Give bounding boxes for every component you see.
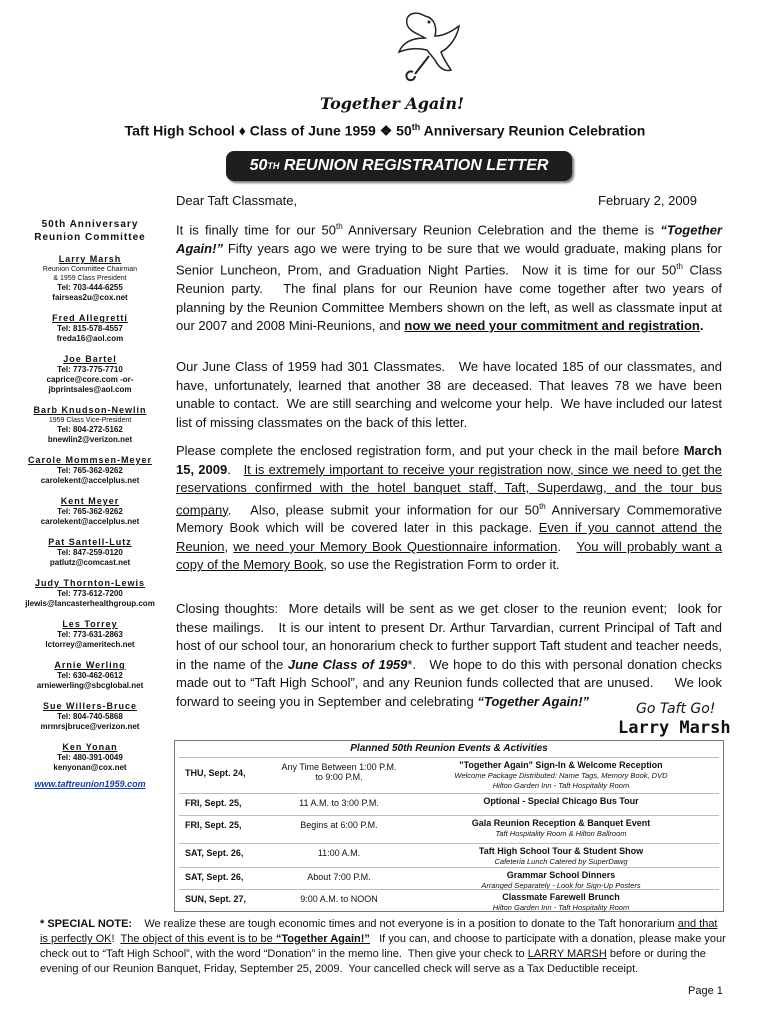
event-time: 11 A.M. to 3:00 P.M. — [299, 798, 379, 808]
event-time: About 7:00 P.M. — [307, 872, 371, 882]
event-day: FRI, Sept. 25, — [185, 820, 242, 830]
committee-member — [20, 404, 160, 445]
committee-member — [20, 659, 160, 691]
committee-member — [20, 741, 160, 773]
event-row — [179, 793, 719, 816]
paragraph-4: Closing thoughts: More details will be sent as we get closer to the reunion event; look for these mailings. It is our intent to present Dr. Arthur Tarvardian, current Principal of Taft and host of our school tour, an honorarium check to further support Taft student and teacher needs, in the name of the June Class of 1959*. We hope to do this with personal donation checks made out to “Taft High School”, and any Reunion funds collected that are unused. We look forward to seeing you in September and celebrating “Together Again!” — [176, 601, 722, 709]
member-email: bnewlin2@verizon.net — [47, 435, 133, 444]
sidebar-title-2: Reunion Committee — [34, 232, 146, 243]
event-time: Any Time Between 1:00 P.M. to 9:00 P.M. — [281, 762, 397, 782]
website-link[interactable]: www.taftreunion1959.com — [34, 779, 146, 789]
member-phone: Tel: 773-775-7710 — [57, 365, 123, 374]
member-email: jlewis@lancasterhealthgroup.com — [25, 599, 155, 608]
page-header: Taft High School ♦ Class of June 1959 ❖ 50th Anniversary Reunion Celebration — [124, 122, 646, 139]
committee-member — [20, 700, 160, 732]
committee-member — [20, 495, 160, 527]
member-role: 1959 Class Vice-President — [48, 417, 132, 424]
member-phone: Tel: 765-362-9262 — [57, 466, 123, 475]
greeting: Dear Taft Classmate, — [176, 193, 298, 208]
member-name: Kent Meyer — [60, 496, 120, 506]
event-detail: Taft Hospitality Room & Hilton Ballroom — [495, 829, 627, 838]
member-name: Barb Knudson-Newlin — [33, 405, 147, 415]
event-day: SUN, Sept. 27, — [185, 894, 247, 904]
member-role: & 1959 Class President — [53, 275, 127, 282]
member-phone: Tel: 765-362-9262 — [57, 507, 123, 516]
event-detail: Cafeteria Lunch Catered by SuperDawg — [494, 857, 628, 866]
event-name: Classmate Farewell Brunch — [502, 892, 620, 902]
event-name: Grammar School Dinners — [506, 870, 616, 880]
member-name: Les Torrey — [62, 619, 118, 629]
event-detail: Welcome Package Distributed: Name Tags, Memory Book, DVD — [454, 771, 668, 780]
paragraph-1: It is finally time for our 50th Anniversary Reunion Celebration and the theme is “Together Again!” Fifty years ago we were trying to be sure that we would graduate, making plans for Senior Luncheon, Prom, and Graduation Night Parties. Now it is time for our 50th Class Reunion party. The final plans for our Reunion have come together after two years of planning by the Reunion Committee Members shown on the left, as well as classmate input at our 2007 and 2008 Mini-Reunions, and now we need your commitment and registration. — [176, 222, 723, 334]
member-email: arniewerling@sbcglobal.net — [36, 681, 144, 690]
event-row — [179, 757, 719, 794]
event-day: FRI, Sept. 25, — [185, 798, 242, 808]
committee-member — [20, 454, 160, 486]
member-name: Joe Bartel — [63, 354, 117, 364]
member-phone: Tel: 773-612-7200 — [57, 589, 123, 598]
event-name: "Together Again" Sign-In & Welcome Reception — [459, 760, 663, 770]
tagline: Together Again! — [320, 94, 465, 113]
committee-member — [20, 353, 160, 395]
signature-name: Larry Marsh — [618, 718, 731, 738]
event-row — [179, 889, 719, 911]
member-email: lctorrey@ameritech.net — [45, 640, 135, 649]
special-note: * SPECIAL NOTE: We realize these are tough economic times and not everyone is in a position to donate to the Taft honorarium and that is perfectly OK! The object of this event is to be “Together Again!” If you can, and choose to participate with a donation, please make your check out to “Taft High School”, with the word “Donation” in the memo line. Then give your check to LARRY MARSH before or during the evening of our Reunion Banquet, Friday, September 25, 2009. Your cancelled check will serve as a Tax Deductible receipt. — [40, 918, 726, 975]
committee-member — [20, 618, 160, 650]
member-phone: Tel: 804-272-5162 — [57, 425, 123, 434]
event-day: SAT, Sept. 26, — [185, 848, 244, 858]
member-email: carolekent@accelplus.net — [40, 476, 140, 485]
member-phone: Tel: 630-462-0612 — [57, 671, 123, 680]
event-detail: Hilton Garden Inn - Taft Hospitality Room — [492, 903, 630, 912]
event-name: Gala Reunion Reception & Banquet Event — [471, 818, 651, 828]
event-name: Taft High School Tour & Student Show — [478, 846, 644, 856]
member-phone: Tel: 815-578-4557 — [57, 324, 123, 333]
member-phone: Tel: 480-391-0049 — [57, 753, 123, 762]
page-number: Page 1 — [688, 985, 723, 997]
event-row — [179, 867, 719, 890]
member-email: freda16@aol.com — [56, 334, 124, 343]
member-email: fairseas2u@cox.net — [52, 293, 128, 302]
event-time: 9:00 A.M. to NOON — [300, 894, 378, 904]
member-phone: Tel: 703-444-6255 — [57, 283, 123, 292]
paragraph-3: Please complete the enclosed registration form, and put your check in the mail before March 15, 2009. It is extremely important to receive your registration now, since we need to get the reservations confirmed with the hotel banquet staff, Taft, Superdawg, and the tour bus company. Also, please submit your information for our 50th Anniversary Commemorative Memory Book which will be covered later in this package. Even if you cannot attend the Reunion, we need your Memory Book Questionnaire information. You will probably want a copy of the Memory Book, so use the Registration Form to order it. — [176, 443, 723, 573]
signature-line-1: Go Taft Go! — [636, 701, 716, 717]
committee-member — [20, 312, 160, 344]
member-email: carolekent@accelplus.net — [40, 517, 140, 526]
committee-member — [20, 536, 160, 568]
eagle-holding-key-icon — [385, 8, 475, 88]
member-name: Larry Marsh — [58, 254, 122, 264]
member-name: Fred Allegretti — [52, 313, 128, 323]
member-name: Ken Yonan — [62, 742, 118, 752]
member-name: Arnie Werling — [54, 660, 126, 670]
member-email: patlutz@comcast.net — [49, 558, 131, 567]
member-role: Reunion Committee Chairman — [42, 266, 138, 273]
event-time: 11:00 A.M. — [317, 848, 361, 858]
event-detail: Hilton Garden Inn - Taft Hospitality Room — [492, 781, 630, 790]
committee-member — [20, 253, 160, 303]
member-phone: Tel: 804-740-5868 — [57, 712, 123, 721]
event-time: Begins at 6:00 P.M. — [300, 820, 378, 830]
event-day: SAT, Sept. 26, — [185, 872, 244, 882]
event-day: THU, Sept. 24, — [185, 768, 246, 778]
committee-sidebar — [20, 218, 160, 789]
event-row — [179, 815, 719, 844]
member-name: Judy Thornton-Lewis — [35, 578, 145, 588]
events-title: Planned 50th Reunion Events & Activities — [350, 743, 548, 754]
event-row — [179, 843, 719, 868]
member-name: Pat Santell-Lutz — [48, 537, 132, 547]
member-email: kenyonan@cox.net — [53, 763, 127, 772]
member-email: mrmrsjbruce@verizon.net — [40, 722, 140, 731]
committee-member — [20, 577, 160, 609]
events-schedule-table — [174, 740, 724, 912]
member-email: caprice@core.com -or- — [46, 375, 134, 384]
letter-date: February 2, 2009 — [598, 193, 698, 208]
document-title-banner: 50 TH REUNION REGISTRATION LETTER — [226, 151, 572, 181]
paragraph-2: Our June Class of 1959 had 301 Classmates. We have located 185 of our classmates, and have, unfortunately, learned that another 38 are deceased. That leaves 78 we have been unable to contact. We are still searching and welcome your help. We have included our latest list of missing classmates on the back of this letter. — [176, 359, 722, 430]
event-detail: Arranged Separately - Look for Sign-Up Posters — [481, 881, 641, 890]
event-name: Optional - Special Chicago Bus Tour — [483, 796, 639, 806]
member-name: Carole Mommsen-Meyer — [27, 455, 153, 465]
member-phone: Tel: 847-259-0120 — [57, 548, 123, 557]
member-phone: Tel: 773-631-2863 — [57, 630, 123, 639]
member-email: jbprintsales@aol.com — [48, 385, 132, 394]
member-name: Sue Willers-Bruce — [43, 701, 137, 711]
sidebar-title-1: 50th Anniversary — [41, 219, 139, 230]
